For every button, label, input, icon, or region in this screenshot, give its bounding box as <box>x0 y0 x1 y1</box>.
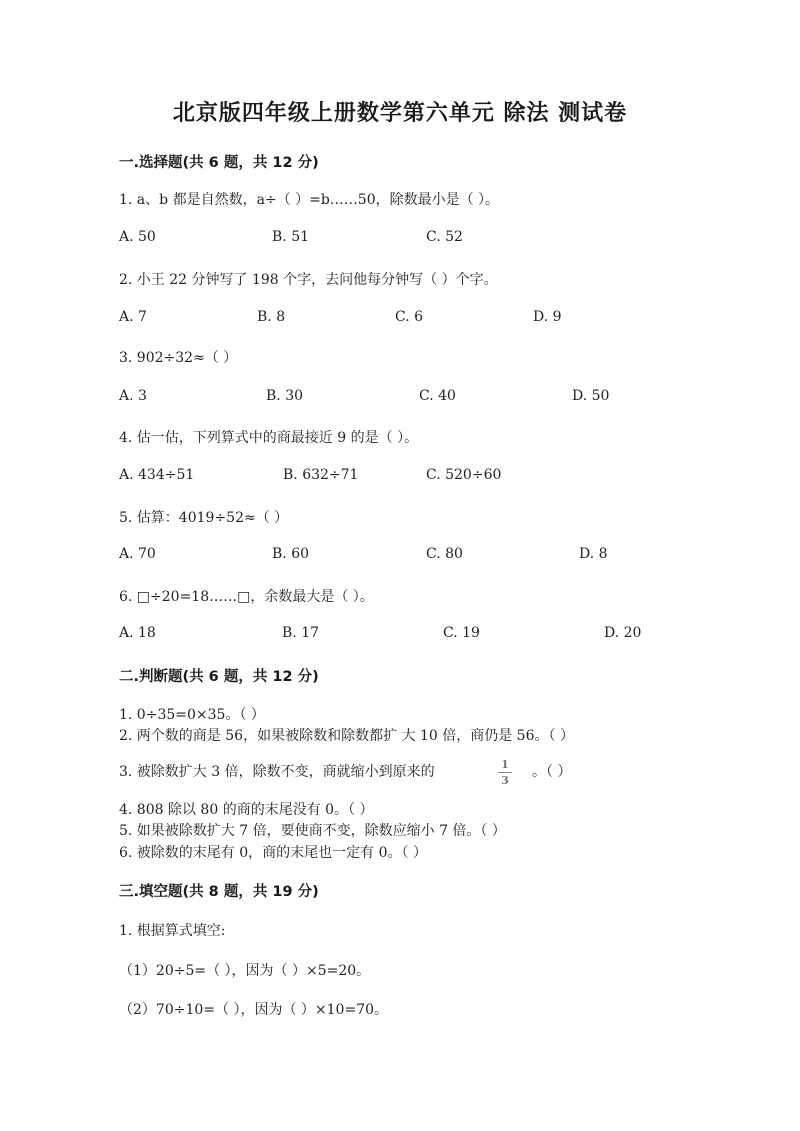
option-c: C. 52 <box>426 229 463 245</box>
option-b: B. 632÷71 <box>283 467 359 483</box>
option-d: D. 20 <box>604 625 642 641</box>
option-a: A. 434÷51 <box>119 467 195 483</box>
option-b: B. 51 <box>272 229 310 245</box>
page-title: 北京版四年级上册数学第六单元 除法 测试卷 <box>172 100 628 126</box>
question-text: 3. 902÷32≈（ ） <box>119 350 238 366</box>
question-text: 1. 根据算式填空: <box>119 923 226 939</box>
option-b: B. 60 <box>272 546 310 562</box>
fill-in-item: （1）20÷5=（ ），因为（ ）×5=20。 <box>119 963 371 979</box>
statement-answer-blank: 。（ ） <box>532 764 572 780</box>
option-d: D. 9 <box>533 309 562 325</box>
fill-in-item: （2）70÷10=（ ），因为（ ）×10=70。 <box>119 1002 388 1018</box>
section-header-true-false: 二.判断题(共 6 题，共 12 分) <box>119 669 319 685</box>
question-text: 4. 估一估，下列算式中的商最接近 9 的是（ ）。 <box>119 430 419 446</box>
option-c: C. 6 <box>395 309 424 325</box>
option-d: D. 8 <box>579 546 608 562</box>
question-text: 1. a、b 都是自然数，a÷（ ）=b……50，除数最小是（ ）。 <box>119 192 500 208</box>
option-b: B. 17 <box>282 625 320 641</box>
question-text: 2. 小王 22 分钟写了 198 个字，去问他每分钟写（ ）个字。 <box>119 272 498 288</box>
option-c: C. 40 <box>419 388 456 404</box>
option-c: C. 520÷60 <box>426 467 502 483</box>
fraction-denominator: 3 <box>501 774 509 787</box>
fraction-one-third <box>498 758 512 787</box>
statement-item: 4. 808 除以 80 的商的末尾没有 0。（ ） <box>119 802 374 818</box>
option-a: A. 3 <box>119 388 147 404</box>
option-a: A. 70 <box>119 546 156 562</box>
statement-item: 1. 0÷35=0×35。（ ） <box>119 707 265 723</box>
question-text: 6. □÷20=18……□，余数最大是（ ）。 <box>119 589 374 605</box>
option-a: A. 50 <box>119 229 156 245</box>
option-a: A. 18 <box>119 625 156 641</box>
statement-item: 6. 被除数的末尾有 0，商的末尾也一定有 0。（ ） <box>119 845 427 861</box>
option-b: B. 8 <box>257 309 286 325</box>
statement-item: 2. 两个数的商是 56，如果被除数和除数都扩 大 10 倍，商仍是 56。（ ） <box>119 728 574 744</box>
section-header-fill-in: 三.填空题(共 8 题，共 19 分) <box>119 884 319 900</box>
option-a: A. 7 <box>119 309 147 325</box>
option-d: D. 50 <box>572 388 610 404</box>
fraction-bar <box>498 772 512 773</box>
section-header-choice: 一.选择题(共 6 题，共 12 分) <box>119 155 319 171</box>
option-b: B. 30 <box>266 388 304 404</box>
option-c: C. 19 <box>443 625 480 641</box>
question-text: 5. 估算：4019÷52≈（ ） <box>119 510 289 526</box>
fraction-numerator: 1 <box>501 758 509 771</box>
statement-item: 3. 被除数扩大 3 倍，除数不变，商就缩小到原来的 <box>119 764 435 780</box>
option-c: C. 80 <box>426 546 463 562</box>
statement-item: 5. 如果被除数扩大 7 倍，要使商不变，除数应缩小 7 倍。（ ） <box>119 823 506 839</box>
